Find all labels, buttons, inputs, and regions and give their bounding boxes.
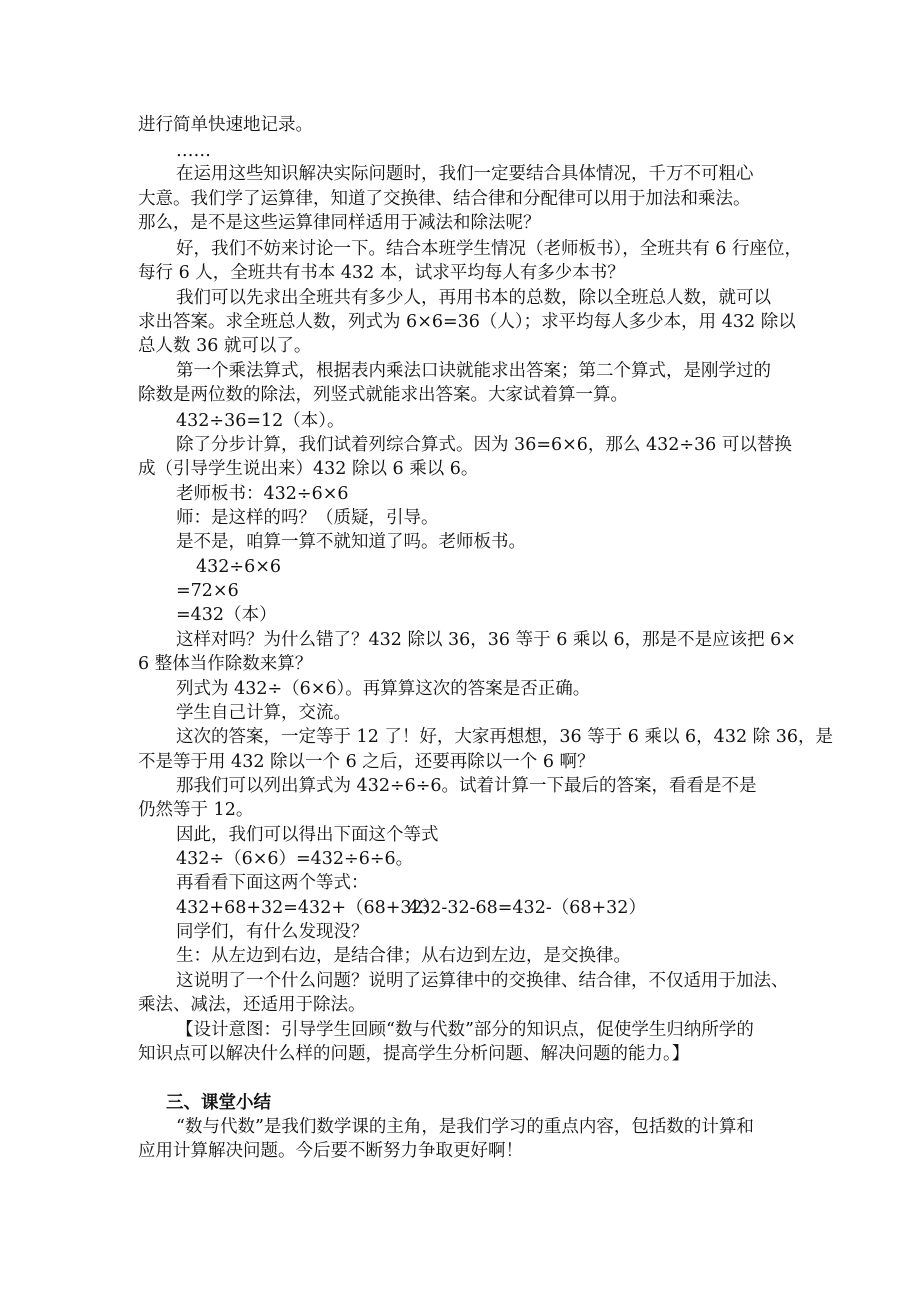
- text-line: 我们可以先求出全班共有多少人，再用书本的总数，除以全班总人数，就可以: [176, 288, 771, 308]
- text-line: 那么，是不是这些运算律同样适用于减法和除法呢？: [138, 213, 541, 233]
- text-line: 同学们，有什么发现没？: [176, 922, 369, 942]
- equation-left: 432+68+32=432+（68+32）: [176, 898, 441, 918]
- text-line: 进行简单快速地记录。: [138, 115, 313, 135]
- text-line: 这样对吗？为什么错了？432 除以 36，36 等于 6 乘以 6，那是不是应该把 6×: [176, 630, 796, 650]
- text-line: 因此，我们可以得出下面这个等式: [176, 825, 439, 845]
- text-line: 仍然等于 12。: [138, 800, 254, 820]
- text-line: 每行 6 人，全班共有书本 432 本，试求平均每人有多少本书？: [138, 263, 625, 283]
- text-line: 不是等于用 432 除以一个 6 之后，还要再除以一个 6 啊？: [138, 752, 595, 772]
- text-line: 好，我们不妨来讨论一下。结合本班学生情况（老师板书），全班共有 6 行座位，: [176, 239, 803, 259]
- equation-line: 432÷（6×6）=432÷6÷6。: [176, 849, 414, 869]
- text-line: 除数是两位数的除法，列竖式就能求出答案。大家试着算一算。: [138, 385, 628, 405]
- text-line: 第一个乘法算式，根据表内乘法口诀就能求出答案；第二个算式，是刚学过的: [176, 361, 771, 381]
- text-line: 列式为 432÷（6×6）。再算算这次的答案是否正确。: [176, 679, 591, 699]
- text-line: 乘法、减法，还适用于除法。: [138, 995, 366, 1015]
- equation-line: =72×6: [176, 581, 239, 601]
- text-line: 是不是，咱算一算不就知道了吗。老师板书。: [176, 532, 526, 552]
- section-heading: 三、课堂小结: [166, 1093, 271, 1113]
- equation-line: 432÷36=12（本）。: [176, 411, 345, 431]
- text-line: 应用计算解决问题。今后要不断努力争取更好啊！: [138, 1141, 523, 1161]
- ellipsis-line: ……: [176, 141, 211, 161]
- equation-line: 432÷6×6: [196, 557, 281, 577]
- text-line: 那我们可以列出算式为 432÷6÷6。试着计算一下最后的答案，看看是不是: [176, 776, 757, 796]
- text-line: 学生自己计算，交流。: [176, 703, 351, 723]
- text-line: 求出答案。求全班总人数，列式为 6×6=36（人）；求平均每人多少本，用 432 除以: [138, 312, 796, 332]
- text-line: 这次的答案，一定等于 12 了！好，大家再想想，36 等于 6 乘以 6，432 除 36，是: [176, 727, 833, 747]
- text-line: 总人数 36 就可以了。: [138, 336, 312, 356]
- text-line: 再看看下面这两个等式：: [176, 873, 369, 893]
- text-line: “数与代数”是我们数学课的主角，是我们学习的重点内容，包括数的计算和: [176, 1117, 754, 1137]
- design-intent-line: 【设计意图：引导学生回顾“数与代数”部分的知识点，促使学生归纳所学的: [176, 1020, 754, 1040]
- text-line: 在运用这些知识解决实际问题时，我们一定要结合具体情况，千万不可粗心: [176, 164, 754, 184]
- design-intent-line: 知识点可以解决什么样的问题，提高学生分析问题、解决问题的能力。】: [138, 1044, 690, 1064]
- text-line: 6 整体当作除数来算？: [138, 654, 313, 674]
- equation-right: 432-32-68=432-（68+32）: [408, 898, 646, 918]
- text-line: 除了分步计算，我们试着列综合算式。因为 36=6×6，那么 432÷36 可以替换: [176, 435, 792, 455]
- text-line: 大意。我们学了运算律，知道了交换律、结合律和分配律可以用于加法和乘法。: [138, 189, 751, 209]
- text-line: 这说明了一个什么问题？说明了运算律中的交换律、结合律，不仅适用于加法、: [176, 971, 789, 991]
- text-line: 老师板书：432÷6×6: [176, 484, 349, 504]
- text-line: 生：从左边到右边，是结合律；从右边到左边，是交换律。: [176, 946, 631, 966]
- equation-line: =432（本）: [176, 605, 277, 625]
- text-line: 成（引导学生说出来）432 除以 6 乘以 6。: [138, 459, 479, 479]
- text-line: 师：是这样的吗？（质疑，引导。: [176, 508, 439, 528]
